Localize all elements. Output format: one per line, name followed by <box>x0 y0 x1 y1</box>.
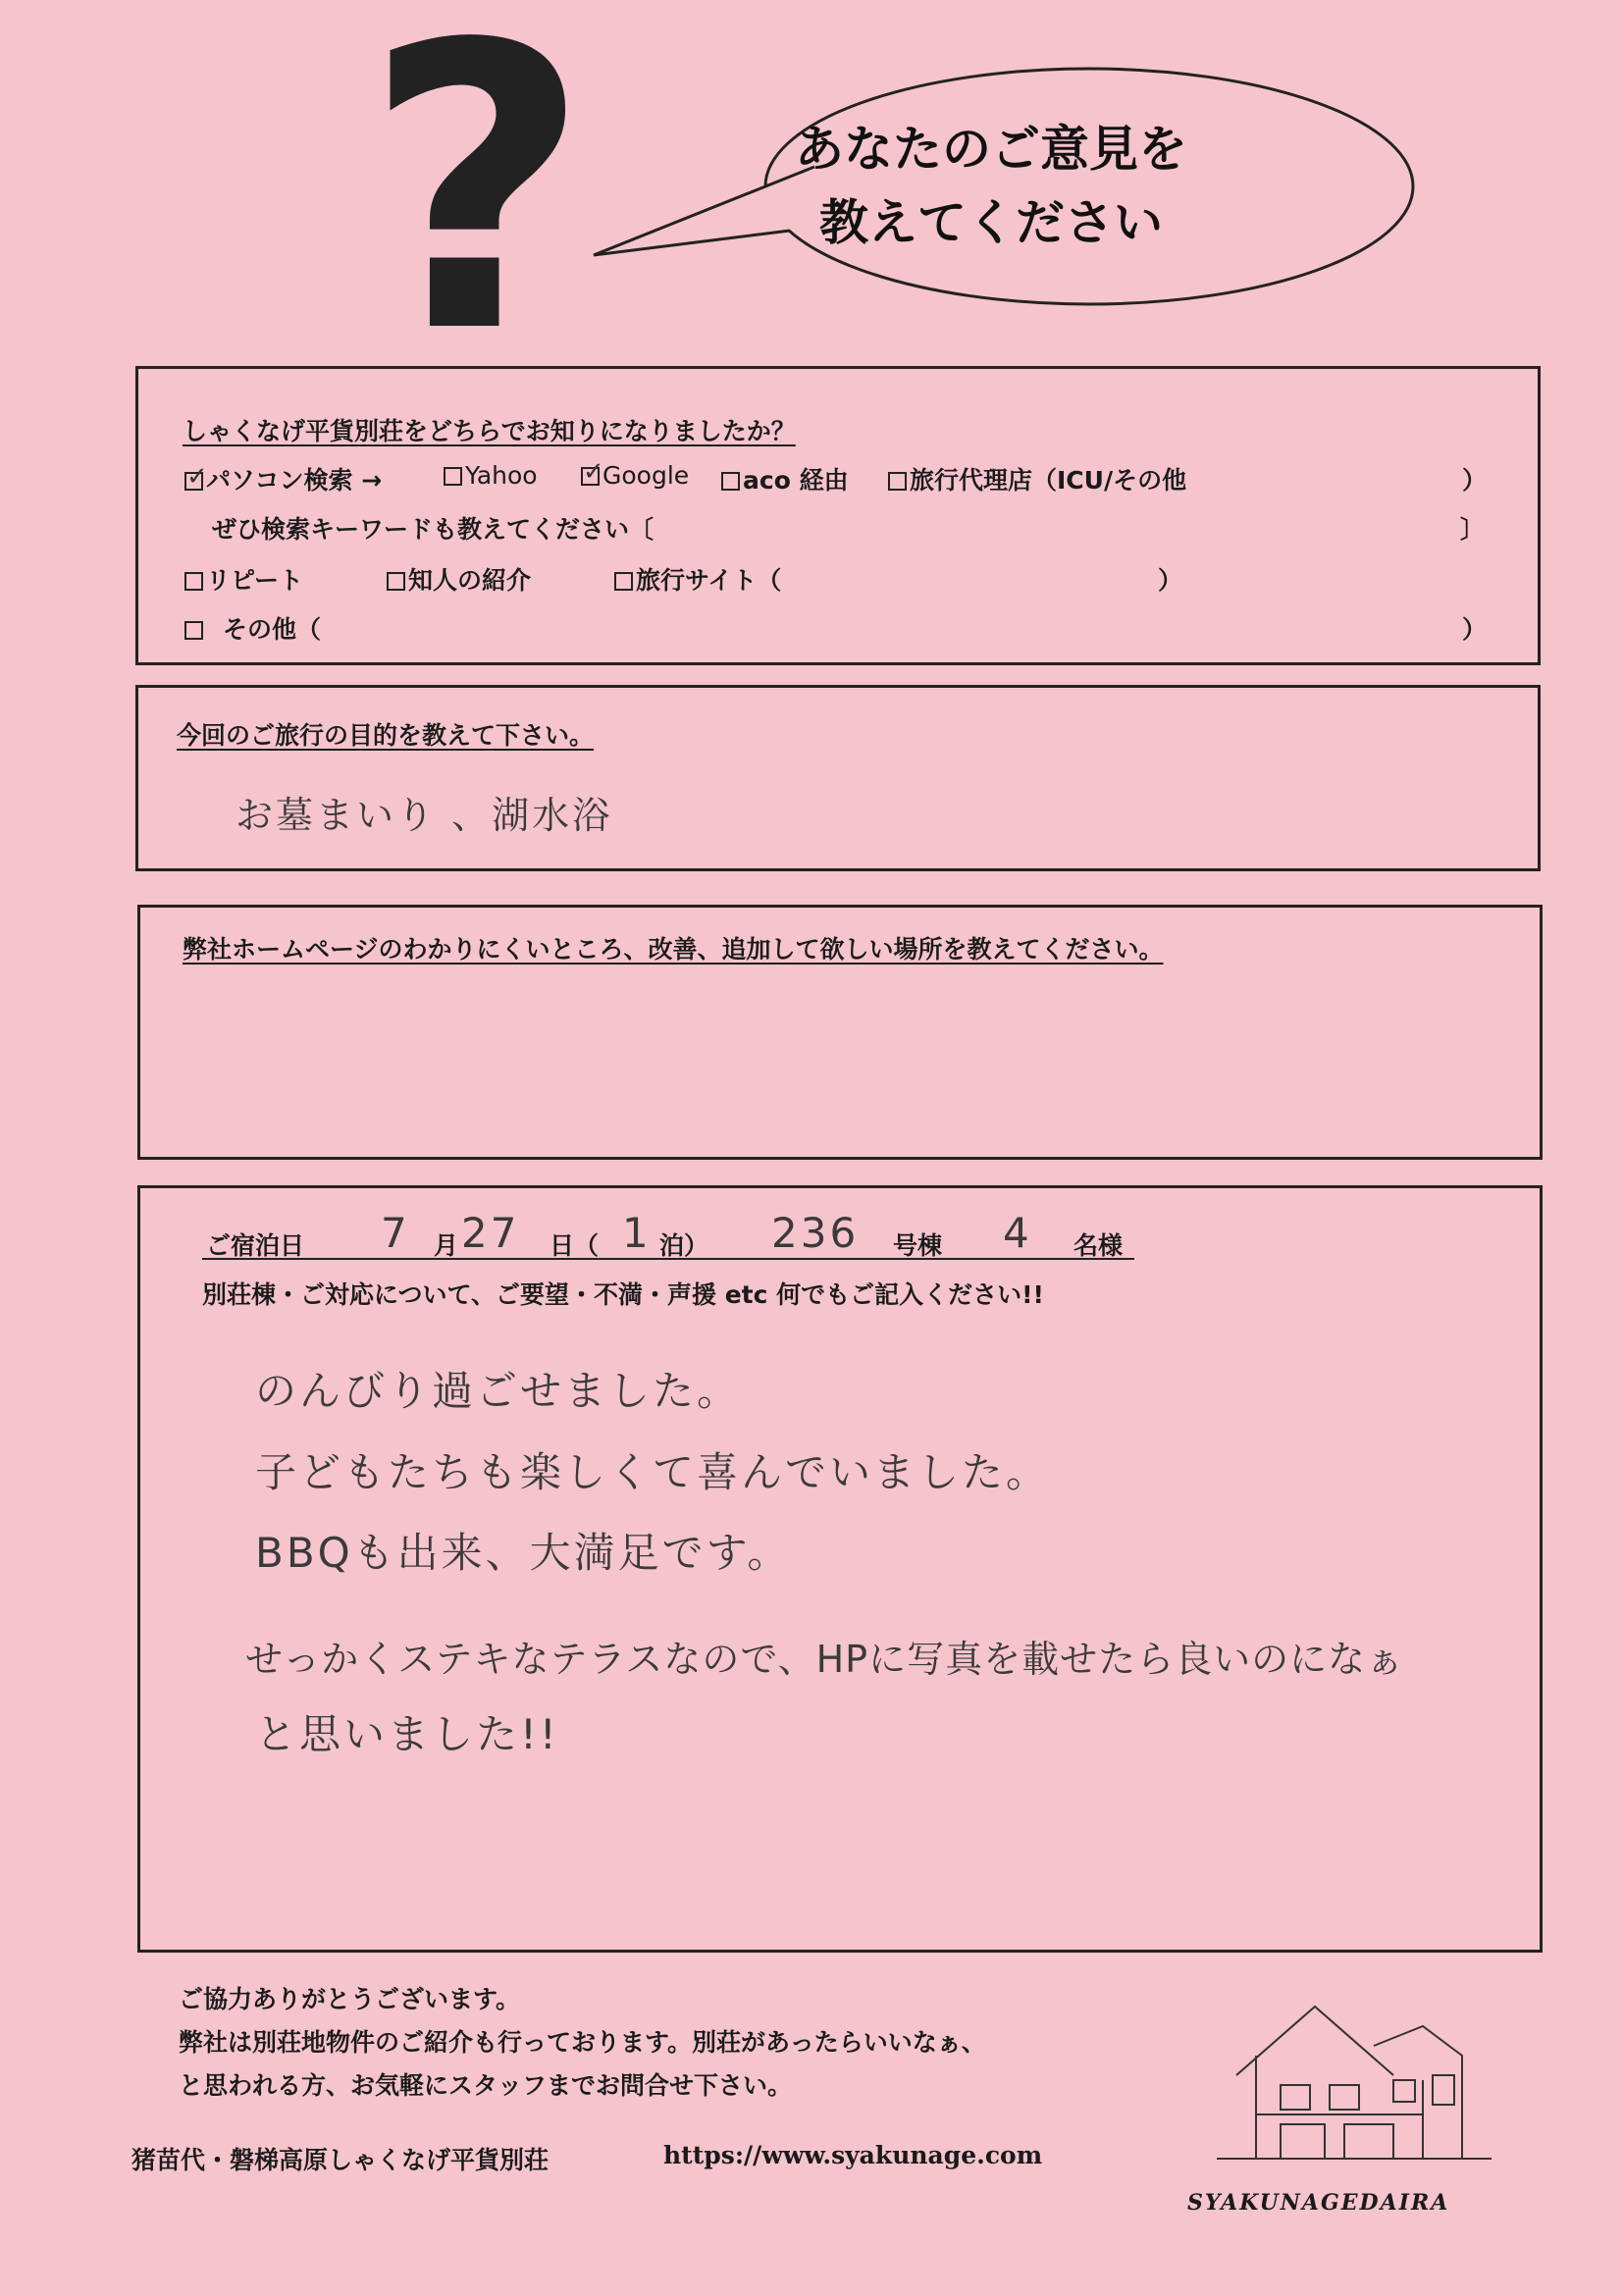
q1-other <box>184 610 321 646</box>
q3-title: 弊社ホームページのわかりにくいところ、改善、追加して欲しい場所を教えてください。 <box>183 935 1164 964</box>
friend-label: 知人の紹介 <box>408 566 532 595</box>
stay-building-label: 号棟 <box>893 1231 943 1260</box>
q1-agency-close: ） <box>1462 466 1488 495</box>
repeat-checkbox[interactable] <box>184 572 203 591</box>
q1-repeat <box>184 561 303 597</box>
other-checkbox[interactable] <box>184 621 203 640</box>
q2-answer: お墓まいり 、湖水浴 <box>236 794 613 837</box>
house-illustration <box>1197 1987 1501 2203</box>
footer-url[interactable]: https://www.syakunage.com <box>663 2141 1043 2169</box>
q1-keyword: ぜひ検索キーワードも教えてください〔 <box>212 515 654 544</box>
aco-label: aco 経由 <box>743 466 849 495</box>
stay-day-label: 日（ <box>550 1231 600 1260</box>
q1-yahoo <box>444 461 538 490</box>
stay-guests-label: 名様 <box>1073 1231 1124 1260</box>
q1-keyword-close: 〕 <box>1460 515 1486 544</box>
q1-friend <box>387 561 531 597</box>
stay-nights-label: 泊） <box>659 1231 709 1260</box>
travel-site-label: 旅行サイト（ <box>636 566 782 595</box>
bubble-line-1: あなたのご意見を <box>795 121 1187 178</box>
q1-other-close: ） <box>1462 615 1488 644</box>
agency-checkbox[interactable] <box>888 472 907 491</box>
footer-line-1: ご協力ありがとうございます。 <box>179 1985 521 2013</box>
stay-nights: 1 <box>622 1209 652 1257</box>
pc-search-checkbox[interactable] <box>184 472 203 491</box>
comment-line-5: と思いました!! <box>255 1710 559 1758</box>
pc-search-label: パソコン検索 → <box>206 466 383 495</box>
q2-title: 今回のご旅行の目的を教えて下さい。 <box>177 721 595 750</box>
stay-month: 7 <box>381 1209 410 1257</box>
q4-prompt: 別荘棟・ご対応について、ご要望・不満・声援 etc 何でもご記入ください!! <box>202 1280 1044 1309</box>
stay-underline <box>202 1258 1134 1260</box>
aco-checkbox[interactable] <box>721 472 740 491</box>
q1-travel-site-close: ） <box>1158 566 1183 595</box>
footer-company: 猪苗代・磐梯高原しゃくなげ平貨別荘 <box>131 2146 550 2174</box>
comment-line-1: のんびり過ごせました。 <box>255 1367 742 1415</box>
bubble-text <box>687 113 1295 260</box>
agency-label: 旅行代理店（ICU/その他 <box>910 466 1187 495</box>
q1-aco <box>721 461 849 496</box>
stay-guests: 4 <box>1003 1209 1032 1257</box>
q1-google <box>581 461 689 490</box>
comment-line-2: 子どもたちも楽しくて喜んでいました。 <box>255 1448 1051 1496</box>
yahoo-checkbox[interactable] <box>444 467 462 486</box>
travel-site-checkbox[interactable] <box>614 572 633 591</box>
bubble-line-2: 教えてください <box>819 194 1163 251</box>
stay-building: 236 <box>771 1209 860 1257</box>
q2-box <box>135 685 1541 871</box>
google-checkbox[interactable] <box>581 467 600 486</box>
comment-line-4: せっかくステキなテラスなので、HPに写真を載せたら良いのになぁ <box>245 1638 1405 1681</box>
q1-travel-site <box>614 561 781 597</box>
q1-agency <box>888 461 1186 496</box>
footer-line-3: と思われる方、お気軽にスタッフまでお問合せ下さい。 <box>179 2071 793 2100</box>
other-label: その他（ <box>223 615 322 644</box>
stay-month-label: 月 <box>434 1231 459 1260</box>
q1-title: しゃくなげ平貨別荘をどちらでお知りになりましたか？ <box>183 417 796 445</box>
footer-line-2: 弊社は別荘地物件のご紹介も行っております。別荘があったらいいなぁ、 <box>179 2028 986 2057</box>
friend-checkbox[interactable] <box>387 572 405 591</box>
question-mark-icon: ? <box>363 0 592 419</box>
stay-label: ご宿泊日 <box>206 1231 305 1260</box>
comment-line-3: BBQも出来、大満足です。 <box>255 1529 792 1577</box>
repeat-label: リピート <box>206 566 304 595</box>
yahoo-label: Yahoo <box>465 461 538 490</box>
stay-day: 27 <box>461 1209 520 1257</box>
logo-text: SYAKUNAGEDAIRA <box>1187 2190 1450 2216</box>
q1-row-search <box>184 461 382 496</box>
google-label: Google <box>602 461 690 490</box>
